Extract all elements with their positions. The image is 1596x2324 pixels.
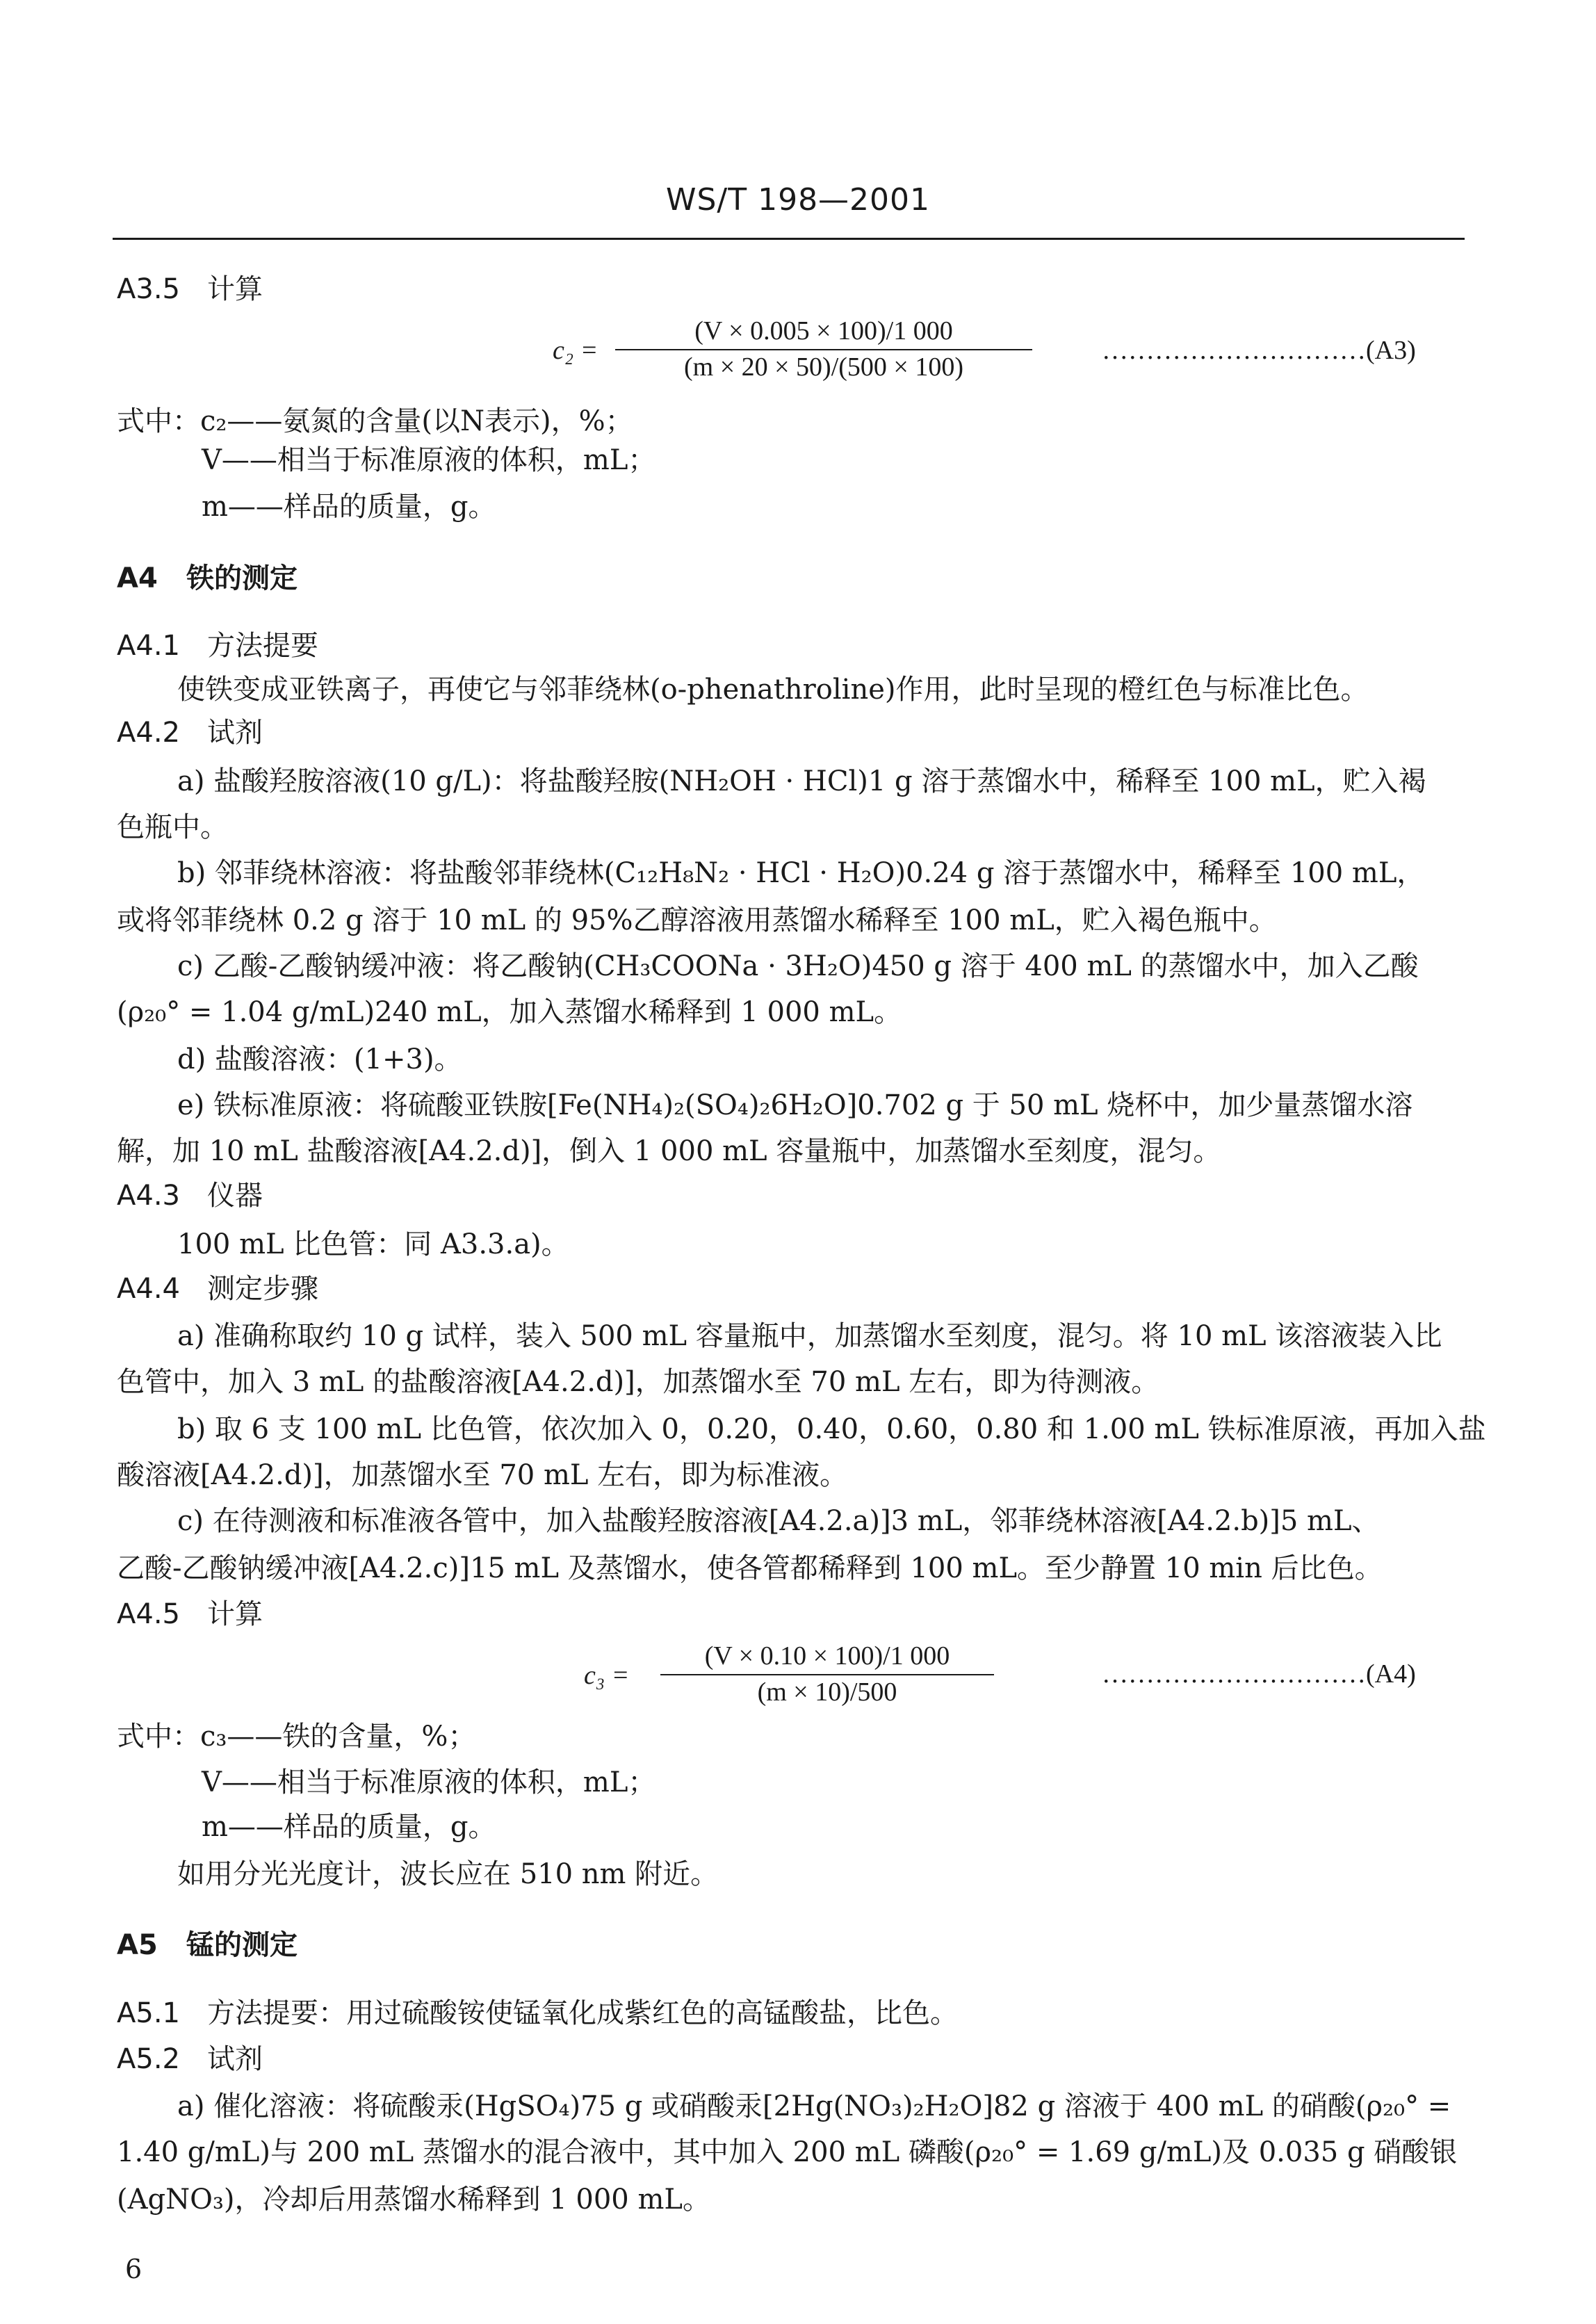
section-heading-a5-2 [117, 2042, 263, 2076]
section-heading-a4 [117, 562, 298, 595]
section-heading-a4-2 [117, 716, 263, 749]
equation-number: …………………………(A3) [1102, 336, 1416, 365]
section-heading-a5 [117, 1928, 298, 1962]
page-number: 6 [125, 2254, 142, 2284]
section-title: 锰的测定 [186, 1929, 298, 1961]
where-line: V——相当于标准原液的体积，mL； [202, 444, 656, 476]
formula-lhs: c₃ = [584, 1661, 630, 1690]
paragraph-line: 解，加 10 mL 盐酸溶液[A4.2.d)]，倒入 1 000 mL 容量瓶中，加蒸馏水至刻度，混匀。 [117, 1135, 1221, 1167]
paragraph-line: a) 准确称取约 10 g 试样，装入 500 mL 容量瓶中，加蒸馏水至刻度，混匀。将 10 mL 该溶液装入比 [177, 1320, 1442, 1352]
section-number: A5 [117, 1929, 158, 1961]
paragraph-line: c) 乙酸-乙酸钠缓冲液：将乙酸钠(CH₃COONa · 3H₂O)450 g 溶于 400 mL 的蒸馏水中，加入乙酸 [177, 950, 1419, 982]
section-number: A4 [117, 562, 158, 594]
fraction-bar [660, 1674, 994, 1675]
formula-numerator: (V × 0.10 × 100)/1 000 [704, 1641, 950, 1671]
paragraph-line: a) 盐酸羟胺溶液(10 g/L)：将盐酸羟胺(NH₂OH · HCl)1 g 溶于蒸馏水中，稀释至 100 mL，贮入褐 [177, 765, 1426, 797]
paragraph-line: 色管中，加入 3 mL 的盐酸溶液[A4.2.d)]，加蒸馏水至 70 mL 左右，即为待测液。 [117, 1366, 1159, 1398]
section-number: A4.3 [117, 1180, 180, 1212]
document-header: WS/T 198—2001 [665, 182, 931, 218]
section-number: A5.2 [117, 2043, 180, 2075]
where-line: V——相当于标准原液的体积，mL； [202, 1766, 656, 1798]
fraction-bar [615, 349, 1032, 350]
equation-number: …………………………(A4) [1102, 1659, 1416, 1689]
where-line: 式中：c₃——铁的含量，%； [117, 1721, 476, 1753]
section-title: 铁的测定 [186, 562, 298, 594]
section-title: 仪器 [207, 1180, 263, 1212]
paragraph-line: b) 取 6 支 100 mL 比色管，依次加入 0，0.20，0.40，0.60，0.80 和 1.00 mL 铁标准原液，再加入盐 [177, 1413, 1486, 1445]
paragraph-line: 色瓶中。 [117, 811, 228, 843]
paragraph: 如用分光光度计，波长应在 510 nm 附近。 [177, 1858, 719, 1890]
section-title: 试剂 [207, 717, 263, 749]
section-number: A5.1 [117, 1997, 180, 2029]
paragraph: 100 mL 比色管：同 A3.3.a)。 [177, 1228, 569, 1260]
section-heading-a4-5 [117, 1598, 263, 1631]
paragraph-line: 酸溶液[A4.2.d)]，加蒸馏水至 70 mL 左右，即为标准液。 [117, 1459, 848, 1491]
section-number: A4.4 [117, 1273, 180, 1305]
paragraph-line: 乙酸-乙酸钠缓冲液[A4.2.c)]15 mL 及蒸馏水，使各管都稀释到 100 mL。至少静置 10 min 后比色。 [117, 1552, 1383, 1584]
formula-denominator: (m × 10)/500 [757, 1677, 897, 1707]
section-title: 测定步骤 [207, 1273, 318, 1305]
paragraph-line: e) 铁标准原液：将硫酸亚铁胺[Fe(NH₄)₂(SO₄)₂6H₂O]0.702 g 于 50 mL 烧杯中，加少量蒸馏水溶 [177, 1089, 1413, 1121]
section-heading-a4-3 [117, 1179, 263, 1212]
where-line: m——样品的质量，g。 [202, 1811, 496, 1843]
formula-denominator: (m × 20 × 50)/(500 × 100) [683, 352, 964, 382]
section-number: A4.2 [117, 717, 180, 749]
section-heading-a3-5 [117, 273, 263, 306]
paragraph-line: 或将邻菲绕林 0.2 g 溶于 10 mL 的 95%乙醇溶液用蒸馏水稀释至 100 mL，贮入褐色瓶中。 [117, 904, 1277, 936]
section-title: 计算 [207, 1598, 263, 1630]
where-line: 式中：c₂——氨氮的含量(以N表示)，%； [117, 405, 633, 437]
paragraph-line: a) 催化溶液：将硫酸汞(HgSO₄)75 g 或硝酸汞[2Hg(NO₃)₂H₂O]82 g 溶液于 400 mL 的硝酸(ρ₂₀° = [177, 2090, 1451, 2122]
paragraph-line: d) 盐酸溶液：(1+3)。 [177, 1043, 462, 1075]
section-title: 计算 [207, 273, 263, 305]
formula-numerator: (V × 0.005 × 100)/1 000 [694, 316, 953, 346]
where-line: m——样品的质量，g。 [202, 491, 496, 523]
section-title: 试剂 [207, 2043, 263, 2075]
section-heading-a4-4 [117, 1272, 318, 1306]
section-heading-a4-1 [117, 629, 318, 663]
paragraph-line: b) 邻菲绕林溶液：将盐酸邻菲绕林(C₁₂H₈N₂ · HCl · H₂O)0.24 g 溶于蒸馏水中，稀释至 100 mL， [177, 857, 1425, 889]
section-title: 方法提要 [207, 630, 318, 662]
section-heading-a5-1 [117, 1997, 958, 2030]
section-number: A4.1 [117, 630, 180, 662]
section-number: A3.5 [117, 273, 180, 305]
header-rule [113, 238, 1465, 240]
formula-lhs: c₂ = [553, 336, 598, 365]
section-title: 方法提要：用过硫酸铵使锰氧化成紫红色的高锰酸盐，比色。 [207, 1997, 958, 2029]
paragraph-line: (AgNO₃)，冷却后用蒸馏水稀释到 1 000 mL。 [117, 2184, 710, 2216]
paragraph-line: (ρ₂₀° = 1.04 g/mL)240 mL，加入蒸馏水稀释到 1 000 mL。 [117, 996, 902, 1028]
paragraph-line: c) 在待测液和标准液各管中，加入盐酸羟胺溶液[A4.2.a)]3 mL，邻菲绕林溶液[A4.2.b)]5 mL、 [177, 1505, 1380, 1537]
section-number: A4.5 [117, 1598, 180, 1630]
paragraph-line: 1.40 g/mL)与 200 mL 蒸馏水的混合液中，其中加入 200 mL 磷酸(ρ₂₀° = 1.69 g/mL)及 0.035 g 硝酸银 [117, 2136, 1458, 2168]
paragraph: 使铁变成亚铁离子，再使它与邻菲绕林(o-phenathroline)作用，此时呈现的橙红色与标准比色。 [177, 674, 1369, 706]
